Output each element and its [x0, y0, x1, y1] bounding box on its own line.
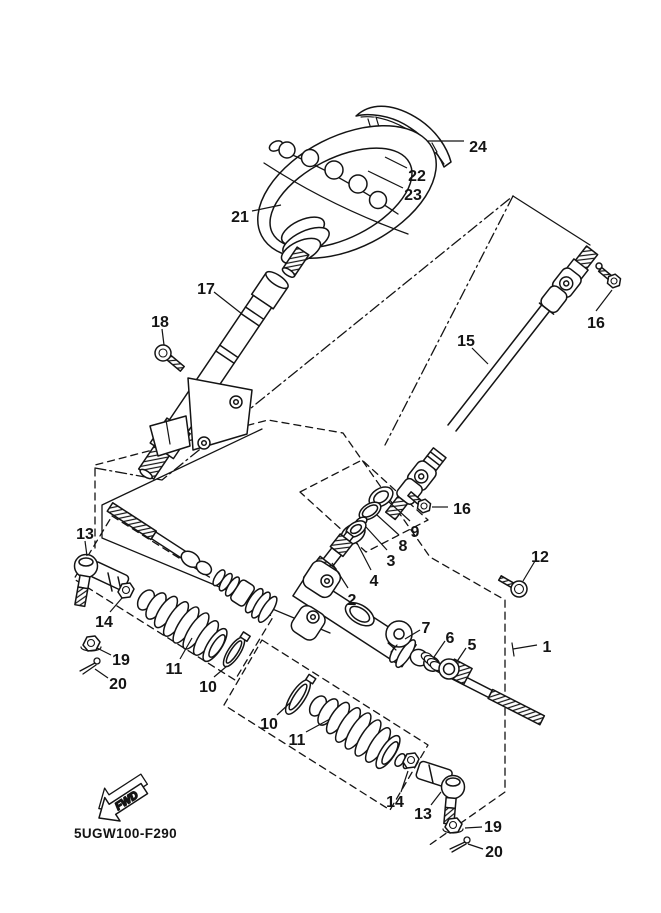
callout-24: 24 — [469, 139, 487, 156]
leader-line-20 — [95, 669, 108, 678]
part-20-cotter-pin-lower — [450, 837, 470, 852]
callout-2: 2 — [347, 592, 357, 609]
part-17-steering-column — [133, 268, 292, 484]
callout-12: 12 — [531, 549, 549, 566]
column-bracket — [188, 378, 252, 450]
part-15-steering-shaft — [382, 244, 601, 523]
callout-7: 7 — [421, 620, 431, 637]
leader-line-19 — [465, 827, 482, 828]
leader-line-1 — [513, 645, 537, 649]
lower-u-joint — [382, 446, 449, 523]
callout-14: 14 — [95, 614, 113, 631]
callout-11: 11 — [165, 661, 183, 678]
callout-10: 10 — [260, 716, 278, 733]
callout-16: 16 — [453, 501, 471, 518]
leader-line-10 — [214, 666, 227, 677]
callout-5: 5 — [467, 637, 477, 654]
callout-20: 20 — [109, 676, 127, 693]
callout-13: 13 — [414, 806, 432, 823]
leader-line-13 — [431, 792, 441, 805]
leader-line-14 — [110, 598, 122, 612]
leader-line-15 — [472, 348, 488, 364]
callout-3: 3 — [386, 553, 396, 570]
callout-18: 18 — [151, 314, 169, 331]
leader-tick-1 — [512, 643, 514, 656]
callout-20: 20 — [485, 844, 503, 861]
leader-line-17 — [214, 292, 242, 314]
callout-19: 19 — [484, 819, 502, 836]
callout-23: 23 — [404, 187, 422, 204]
callout-14: 14 — [386, 794, 404, 811]
part-16-bolt-upper — [596, 263, 623, 290]
diagram-code: 5UGW100-F290 — [74, 826, 178, 841]
leader-line-4 — [357, 543, 371, 570]
part-11-boot-lower — [306, 693, 412, 772]
callout-21: 21 — [231, 209, 249, 226]
part-20-cotter-pin-left — [80, 658, 100, 674]
column-tab — [150, 416, 190, 456]
upper-u-joint — [538, 244, 601, 316]
leader-line-6 — [434, 641, 445, 657]
rack-left-inner-rod — [102, 494, 280, 624]
fwd-arrow — [87, 767, 156, 829]
callout-19: 19 — [112, 652, 130, 669]
callout-13: 13 — [76, 526, 94, 543]
fwd-arrow-label: FWD — [113, 789, 141, 813]
leader-line-16 — [596, 290, 612, 311]
callout-1: 1 — [542, 639, 552, 656]
callout-22: 22 — [408, 168, 426, 185]
callout-16: 16 — [587, 315, 605, 332]
leader-line-14 — [401, 771, 408, 792]
callout-17: 17 — [197, 281, 215, 298]
leader-line-18 — [162, 329, 164, 345]
part-18-bolt — [155, 345, 184, 371]
callout-11: 11 — [288, 732, 306, 749]
callout-15: 15 — [457, 333, 475, 350]
callout-8: 8 — [398, 538, 408, 555]
part-12-bolt — [496, 571, 530, 600]
callout-6: 6 — [445, 630, 455, 647]
callout-9: 9 — [410, 524, 420, 541]
callout-10: 10 — [199, 679, 217, 696]
leader-line-20 — [468, 844, 483, 849]
leader-line-19 — [97, 648, 111, 655]
leader-line-5 — [456, 648, 466, 663]
callout-4: 4 — [369, 573, 379, 590]
part-1-rack-housing — [288, 558, 419, 670]
